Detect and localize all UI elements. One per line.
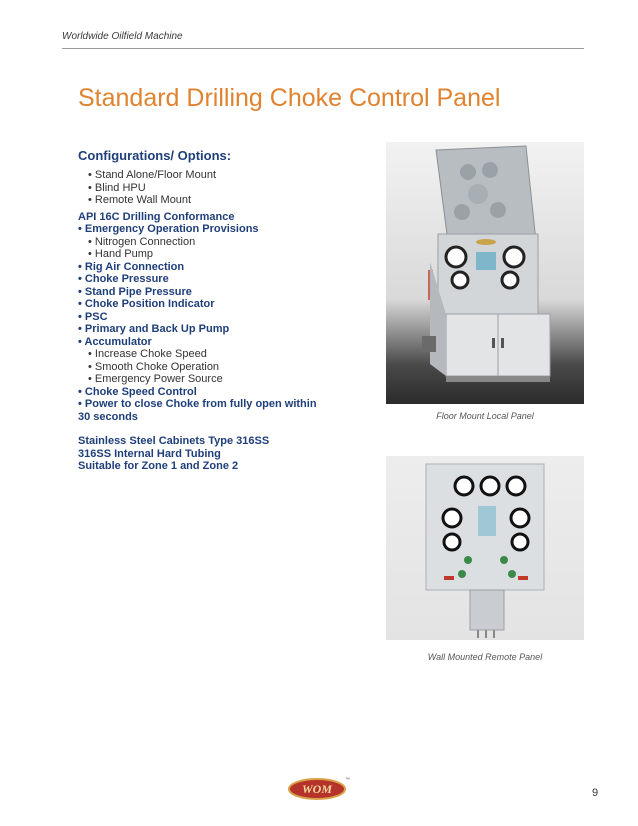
feature-choke-position: • Choke Position Indicator [78,298,378,311]
material-line: Suitable for Zone 1 and Zone 2 [78,460,239,472]
feature-speed: • Choke Speed Control [78,386,378,399]
feature-accumulator: • Accumulator [78,336,378,349]
spec-list [78,148,378,473]
feature-psc: • PSC [78,311,378,324]
material-line: 316SS Internal Hard Tubing [78,447,221,460]
floor-panel-illustration [386,142,584,404]
wom-logo [287,776,349,800]
feature-pump: • Primary and Back Up Pump [78,323,378,336]
feature-power-close: • Power to close Choke from fully open within [78,398,378,411]
material-line: Stainless Steel Cabinets Type 316SS [78,435,270,447]
feature-sub-item: • Smooth Choke Operation [78,361,378,374]
wom-logo-mark [287,776,349,800]
header-divider [62,48,584,49]
wall-mount-panel-image [386,456,584,640]
logo-trademark: ™ [345,777,350,783]
wall-panel-caption: Wall Mounted Remote Panel [427,652,543,662]
feature-sub-item: • Emergency Power Source [78,373,378,386]
floor-mount-panel-image [386,142,584,404]
feature-stand-pipe: • Stand Pipe Pressure [78,286,378,299]
config-option: • Remote Wall Mount [78,194,378,207]
header-company-name: Worldwide Oilfield Machine [62,31,183,42]
feature-power-close-cont: 30 seconds [78,410,138,423]
config-heading: Configurations/ Options: [78,148,232,163]
feature-emergency: • Emergency Operation Provisions [78,223,378,236]
feature-sub-item: • Nitrogen Connection [78,236,378,249]
config-option: • Blind HPU [78,182,378,195]
feature-choke-pressure: • Choke Pressure [78,273,378,286]
floor-panel-caption: Floor Mount Local Panel [436,411,534,421]
feature-api: API 16C Drilling Conformance [78,210,235,223]
logo-text: WOM [301,782,333,796]
feature-sub-item: • Hand Pump [78,248,378,261]
feature-rig-air: • Rig Air Connection [78,261,378,274]
config-option: • Stand Alone/Floor Mount [78,169,378,182]
feature-sub-item: • Increase Choke Speed [78,348,378,361]
page-number: 9 [592,787,599,799]
page-title: Standard Drilling Choke Control Panel [78,84,501,112]
wall-panel-illustration [386,456,584,640]
